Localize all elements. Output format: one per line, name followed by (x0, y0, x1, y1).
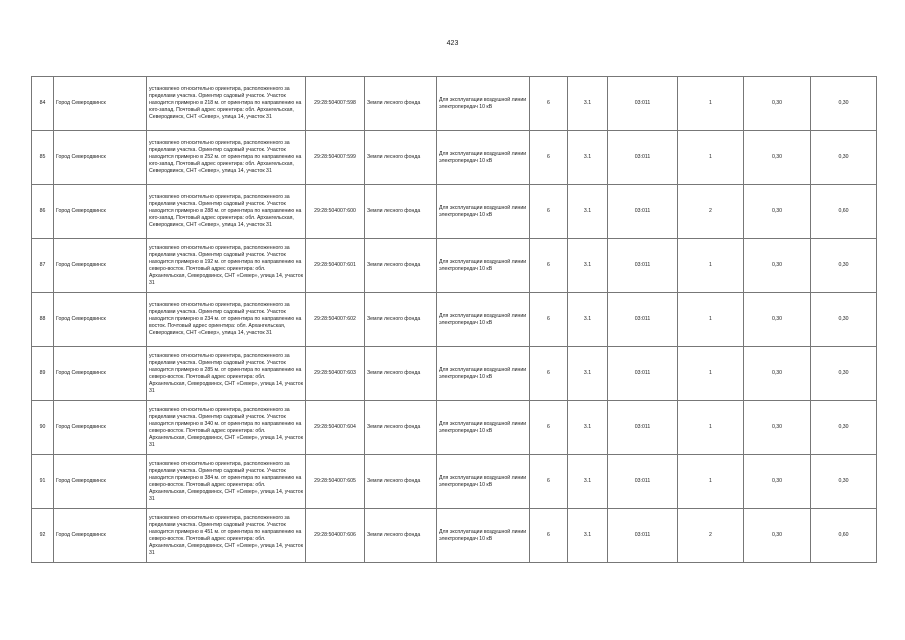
value-cell: 6 (530, 239, 568, 293)
row-number-cell: 89 (32, 347, 54, 401)
location-description-cell: установлено относительно ориентира, расположенного за пределами участка. Ориентир садовый участок. Участок находится примерно в 192 м. от ориентира по направлению на северо-восток. Почтовый адрес ориентира: обл. Архангельская, Северодвинск, СНТ «Север», улица 14, участок 31 (147, 239, 306, 293)
land-category-cell: Земли лесного фонда (365, 509, 437, 563)
total-area-cell: 0,60 (811, 509, 877, 563)
purpose-cell: Для эксплуатации воздушной линии электропередач 10 кВ (437, 347, 530, 401)
value-cell: 3.1 (568, 131, 608, 185)
land-category-cell: Земли лесного фонда (365, 239, 437, 293)
row-number-cell: 88 (32, 293, 54, 347)
table-row (32, 239, 877, 293)
area-cell: 0,30 (744, 131, 811, 185)
cadastral-number-cell: 29:28:504007:600 (306, 185, 365, 239)
land-category-cell: Земли лесного фонда (365, 455, 437, 509)
cadastral-number-cell: 29:28:504007:606 (306, 509, 365, 563)
code-cell: 03:011 (608, 401, 678, 455)
table-row (32, 185, 877, 239)
count-cell: 1 (678, 239, 744, 293)
purpose-cell: Для эксплуатации воздушной линии электропередач 10 кВ (437, 131, 530, 185)
count-cell: 1 (678, 77, 744, 131)
purpose-cell: Для эксплуатации воздушной линии электропередач 10 кВ (437, 239, 530, 293)
total-area-cell: 0,30 (811, 347, 877, 401)
count-cell: 1 (678, 347, 744, 401)
area-cell: 0,30 (744, 455, 811, 509)
municipality-cell: Город Северодвинск (54, 185, 147, 239)
value-cell: 3.1 (568, 239, 608, 293)
purpose-cell: Для эксплуатации воздушной линии электропередач 10 кВ (437, 509, 530, 563)
area-cell: 0,30 (744, 239, 811, 293)
row-number-cell: 90 (32, 401, 54, 455)
cadastral-number-cell: 29:28:504007:601 (306, 239, 365, 293)
row-number-cell: 91 (32, 455, 54, 509)
value-cell: 6 (530, 77, 568, 131)
page-number: 423 (446, 40, 459, 47)
land-category-cell: Земли лесного фонда (365, 347, 437, 401)
table-body (32, 77, 877, 563)
row-number-cell: 85 (32, 131, 54, 185)
value-cell: 3.1 (568, 509, 608, 563)
location-description-cell: установлено относительно ориентира, расположенного за пределами участка. Ориентир садовый участок. Участок находится примерно в 252 м. от ориентира по направлению на юго-запад. Почтовый адрес ориентира: обл. Архангельская, Северодвинск, СНТ «Север», улица 14, участок 31 (147, 131, 306, 185)
area-cell: 0,30 (744, 293, 811, 347)
code-cell: 03:011 (608, 185, 678, 239)
cadastral-number-cell: 29:28:504007:599 (306, 131, 365, 185)
value-cell: 3.1 (568, 293, 608, 347)
total-area-cell: 0,30 (811, 131, 877, 185)
location-description-cell: установлено относительно ориентира, расположенного за пределами участка. Ориентир садовый участок. Участок находится примерно в 451 м. от ориентира по направлению на северо-восток. Почтовый адрес ориентира: обл. Архангельская, Северодвинск, СНТ «Север», улица 14, участок 31 (147, 509, 306, 563)
row-number-cell: 92 (32, 509, 54, 563)
total-area-cell: 0,30 (811, 239, 877, 293)
area-cell: 0,30 (744, 401, 811, 455)
purpose-cell: Для эксплуатации воздушной линии электропередач 10 кВ (437, 185, 530, 239)
purpose-cell: Для эксплуатации воздушной линии электропередач 10 кВ (437, 401, 530, 455)
value-cell: 6 (530, 293, 568, 347)
land-category-cell: Земли лесного фонда (365, 131, 437, 185)
code-cell: 03:011 (608, 509, 678, 563)
row-number-cell: 87 (32, 239, 54, 293)
municipality-cell: Город Северодвинск (54, 239, 147, 293)
value-cell: 6 (530, 509, 568, 563)
table-row (32, 509, 877, 563)
value-cell: 6 (530, 347, 568, 401)
value-cell: 6 (530, 185, 568, 239)
value-cell: 6 (530, 401, 568, 455)
row-number-cell: 86 (32, 185, 54, 239)
value-cell: 6 (530, 131, 568, 185)
count-cell: 1 (678, 401, 744, 455)
municipality-cell: Город Северодвинск (54, 347, 147, 401)
row-number-cell: 84 (32, 77, 54, 131)
value-cell: 3.1 (568, 401, 608, 455)
location-description-cell: установлено относительно ориентира, расположенного за пределами участка. Ориентир садовый участок. Участок находится примерно в 384 м. от ориентира по направлению на северо-восток. Почтовый адрес ориентира: обл. Архангельская, Северодвинск, СНТ «Север», улица 14, участок 31 (147, 455, 306, 509)
count-cell: 1 (678, 131, 744, 185)
table-row (32, 77, 877, 131)
municipality-cell: Город Северодвинск (54, 77, 147, 131)
area-cell: 0,30 (744, 77, 811, 131)
value-cell: 3.1 (568, 185, 608, 239)
code-cell: 03:011 (608, 131, 678, 185)
total-area-cell: 0,30 (811, 77, 877, 131)
value-cell: 3.1 (568, 455, 608, 509)
land-category-cell: Земли лесного фонда (365, 293, 437, 347)
land-category-cell: Земли лесного фонда (365, 401, 437, 455)
municipality-cell: Город Северодвинск (54, 131, 147, 185)
area-cell: 0,30 (744, 185, 811, 239)
total-area-cell: 0,60 (811, 185, 877, 239)
table-row (32, 131, 877, 185)
cadastral-number-cell: 29:28:504007:598 (306, 77, 365, 131)
total-area-cell: 0,30 (811, 455, 877, 509)
value-cell: 3.1 (568, 77, 608, 131)
municipality-cell: Город Северодвинск (54, 293, 147, 347)
purpose-cell: Для эксплуатации воздушной линии электропередач 10 кВ (437, 77, 530, 131)
table-row (32, 401, 877, 455)
area-cell: 0,30 (744, 347, 811, 401)
cadastral-number-cell: 29:28:504007:602 (306, 293, 365, 347)
land-category-cell: Земли лесного фонда (365, 185, 437, 239)
location-description-cell: установлено относительно ориентира, расположенного за пределами участка. Ориентир садовый участок. Участок находится примерно в 340 м. от ориентира по направлению на северо-восток. Почтовый адрес ориентира: обл. Архангельская, Северодвинск, СНТ «Север», улица 14, участок 31 (147, 401, 306, 455)
location-description-cell: установлено относительно ориентира, расположенного за пределами участка. Ориентир садовый участок. Участок находится примерно в 218 м. от ориентира по направлению на юго-запад. Почтовый адрес ориентира: обл. Архангельская, Северодвинск, СНТ «Север», улица 14, участок 31 (147, 77, 306, 131)
cadastral-number-cell: 29:28:504007:603 (306, 347, 365, 401)
cadastral-number-cell: 29:28:504007:605 (306, 455, 365, 509)
total-area-cell: 0,30 (811, 293, 877, 347)
location-description-cell: установлено относительно ориентира, расположенного за пределами участка. Ориентир садовый участок. Участок находится примерно в 288 м. от ориентира по направлению на юго-запад. Почтовый адрес ориентира: обл. Архангельская, Северодвинск, СНТ «Север», улица 14, участок 31 (147, 185, 306, 239)
municipality-cell: Город Северодвинск (54, 401, 147, 455)
count-cell: 1 (678, 293, 744, 347)
location-description-cell: установлено относительно ориентира, расположенного за пределами участка. Ориентир садовый участок. Участок находится примерно в 285 м. от ориентира по направлению на северо-восток. Почтовый адрес ориентира: обл. Архангельская, Северодвинск, СНТ «Север», улица 14, участок 31 (147, 347, 306, 401)
count-cell: 2 (678, 509, 744, 563)
land-category-cell: Земли лесного фонда (365, 77, 437, 131)
municipality-cell: Город Северодвинск (54, 509, 147, 563)
code-cell: 03:011 (608, 293, 678, 347)
count-cell: 2 (678, 185, 744, 239)
municipality-cell: Город Северодвинск (54, 455, 147, 509)
table-row (32, 347, 877, 401)
area-cell: 0,30 (744, 509, 811, 563)
count-cell: 1 (678, 455, 744, 509)
code-cell: 03:011 (608, 347, 678, 401)
value-cell: 6 (530, 455, 568, 509)
total-area-cell: 0,30 (811, 401, 877, 455)
value-cell: 3.1 (568, 347, 608, 401)
code-cell: 03:011 (608, 455, 678, 509)
location-description-cell: установлено относительно ориентира, расположенного за пределами участка. Ориентир садовый участок. Участок находится примерно в 234 м. от ориентира по направлению на восток. Почтовый адрес ориентира: обл. Архангельская, Северодвинск, СНТ «Север», улица 14, участок 31 (147, 293, 306, 347)
table-row (32, 293, 877, 347)
purpose-cell: Для эксплуатации воздушной линии электропередач 10 кВ (437, 293, 530, 347)
purpose-cell: Для эксплуатации воздушной линии электропередач 10 кВ (437, 455, 530, 509)
code-cell: 03:011 (608, 77, 678, 131)
land-registry-table (31, 76, 877, 563)
cadastral-number-cell: 29:28:504007:604 (306, 401, 365, 455)
table-row (32, 455, 877, 509)
code-cell: 03:011 (608, 239, 678, 293)
